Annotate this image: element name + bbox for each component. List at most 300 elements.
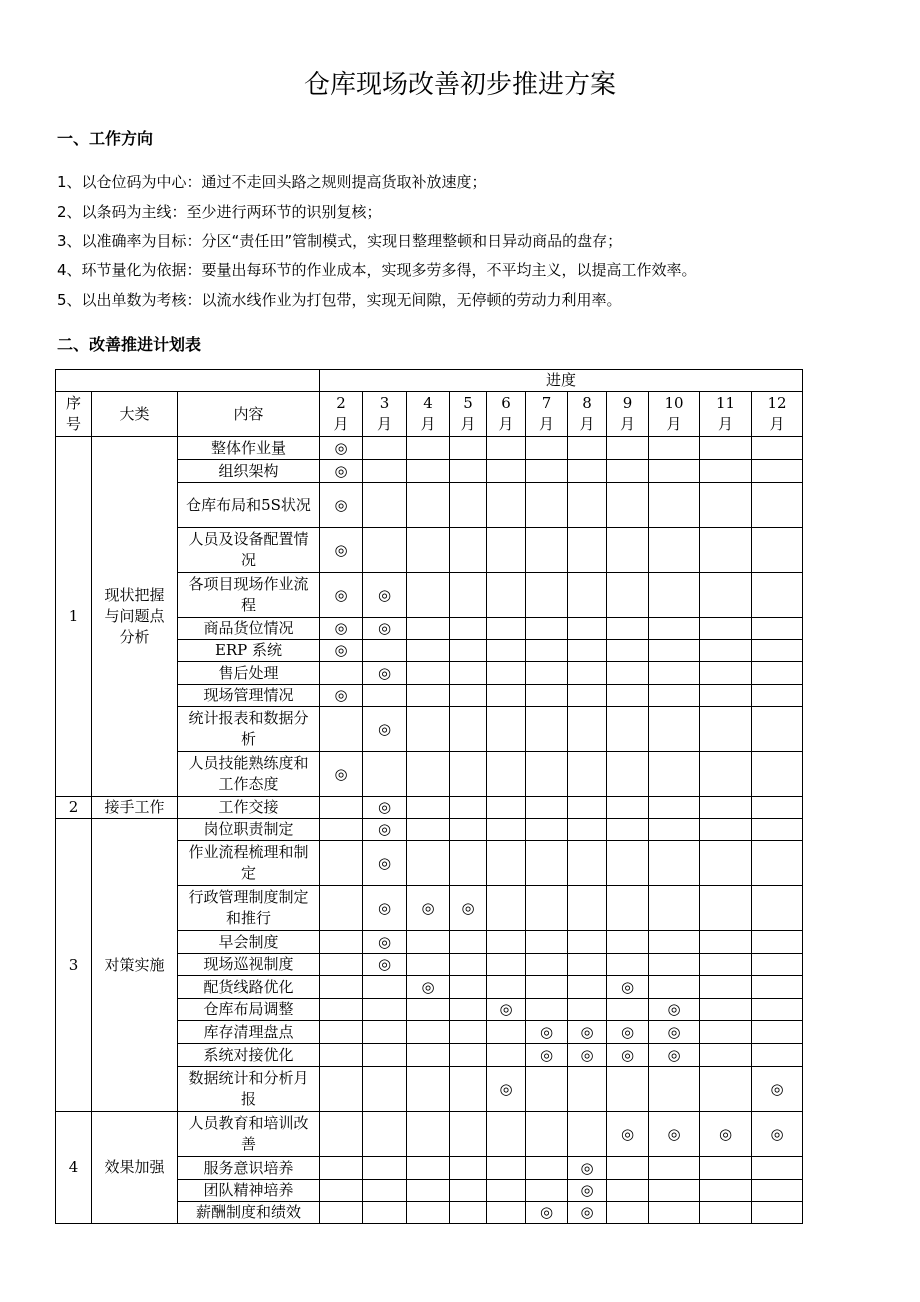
progress-cell xyxy=(649,976,700,999)
progress-cell xyxy=(568,1157,607,1180)
progress-cell xyxy=(407,618,450,640)
progress-mark: ◎ xyxy=(580,1022,594,1041)
progress-cell xyxy=(752,640,803,662)
progress-cell xyxy=(752,797,803,819)
progress-cell xyxy=(407,1202,450,1224)
progress-cell xyxy=(607,1157,649,1180)
progress-cell xyxy=(363,976,407,999)
section-heading-plan: 二、改善推进计划表 xyxy=(57,335,202,354)
progress-cell xyxy=(568,618,607,640)
progress-cell xyxy=(320,841,363,886)
progress-cell xyxy=(526,573,568,618)
progress-cell xyxy=(607,1202,649,1224)
progress-cell xyxy=(649,437,700,460)
content-cell: 仓库布局调整 xyxy=(178,999,320,1021)
progress-cell xyxy=(363,640,407,662)
progress-cell xyxy=(568,976,607,999)
progress-cell xyxy=(568,819,607,841)
progress-mark: ◎ xyxy=(667,1045,681,1064)
direction-item: 3、以准确率为目标：分区“责任田”管制模式，实现日整理整顿和日异动商品的盘存； xyxy=(57,232,623,250)
progress-cell xyxy=(700,819,752,841)
progress-cell xyxy=(487,841,526,886)
progress-cell xyxy=(320,573,363,618)
progress-cell xyxy=(649,1202,700,1224)
progress-mark: ◎ xyxy=(580,1045,594,1064)
progress-cell xyxy=(752,685,803,707)
progress-cell xyxy=(568,1202,607,1224)
progress-cell xyxy=(320,1202,363,1224)
progress-cell xyxy=(752,886,803,931)
progress-cell xyxy=(363,999,407,1021)
progress-mark: ◎ xyxy=(377,663,392,682)
month-header: 7月 xyxy=(526,392,568,437)
month-header: 2月 xyxy=(320,392,363,437)
content-cell: 服务意识培养 xyxy=(178,1157,320,1180)
progress-cell xyxy=(526,1112,568,1157)
progress-cell xyxy=(752,1202,803,1224)
progress-cell xyxy=(320,976,363,999)
progress-cell xyxy=(320,640,363,662)
progress-cell xyxy=(487,1067,526,1112)
progress-cell xyxy=(363,685,407,707)
progress-cell xyxy=(320,528,363,573)
progress-cell xyxy=(487,437,526,460)
progress-cell xyxy=(450,460,487,483)
col-category-header: 大类 xyxy=(92,392,178,437)
progress-cell xyxy=(487,1044,526,1067)
progress-mark: ◎ xyxy=(334,461,348,480)
progress-cell xyxy=(568,1021,607,1044)
progress-cell xyxy=(407,437,450,460)
progress-cell xyxy=(568,931,607,954)
progress-cell xyxy=(407,1180,450,1202)
progress-mark: ◎ xyxy=(539,1022,554,1041)
content-cell: 商品货位情况 xyxy=(178,618,320,640)
progress-cell xyxy=(320,999,363,1021)
content-cell: 人员教育和培训改善 xyxy=(178,1112,320,1157)
progress-cell xyxy=(526,931,568,954)
progress-cell xyxy=(649,483,700,528)
progress-mark: ◎ xyxy=(334,540,348,559)
progress-cell xyxy=(320,437,363,460)
progress-cell xyxy=(407,999,450,1021)
progress-cell xyxy=(320,1021,363,1044)
progress-cell xyxy=(526,437,568,460)
progress-cell xyxy=(700,1180,752,1202)
progress-mark: ◎ xyxy=(499,1079,513,1098)
progress-cell xyxy=(407,483,450,528)
progress-cell xyxy=(320,954,363,976)
progress-cell xyxy=(649,999,700,1021)
progress-cell xyxy=(649,460,700,483)
progress-cell xyxy=(407,707,450,752)
progress-cell xyxy=(607,528,649,573)
progress-cell xyxy=(607,752,649,797)
progress-cell xyxy=(649,886,700,931)
progress-cell xyxy=(568,437,607,460)
progress-cell xyxy=(526,640,568,662)
progress-cell xyxy=(450,752,487,797)
progress-cell xyxy=(649,707,700,752)
progress-cell xyxy=(700,483,752,528)
content-cell: 各项目现场作业流程 xyxy=(178,573,320,618)
progress-cell xyxy=(700,999,752,1021)
month-header: 10月 xyxy=(649,392,700,437)
progress-cell xyxy=(450,640,487,662)
progress-cell xyxy=(450,1180,487,1202)
progress-cell xyxy=(700,886,752,931)
progress-cell xyxy=(568,460,607,483)
progress-cell xyxy=(363,1021,407,1044)
progress-mark: ◎ xyxy=(377,585,392,604)
progress-cell xyxy=(752,819,803,841)
progress-cell xyxy=(363,1202,407,1224)
progress-cell xyxy=(752,1180,803,1202)
progress-mark: ◎ xyxy=(334,686,348,704)
month-header: 8月 xyxy=(568,392,607,437)
progress-cell xyxy=(700,1044,752,1067)
progress-cell xyxy=(607,1044,649,1067)
progress-mark: ◎ xyxy=(770,1079,784,1098)
progress-cell xyxy=(363,841,407,886)
seq-cell: 3 xyxy=(56,819,92,1112)
progress-cell xyxy=(450,931,487,954)
content-cell: 配货线路优化 xyxy=(178,976,320,999)
progress-cell xyxy=(607,819,649,841)
progress-cell xyxy=(407,662,450,685)
content-cell: 岗位职责制定 xyxy=(178,819,320,841)
progress-cell xyxy=(607,460,649,483)
progress-cell xyxy=(320,1044,363,1067)
progress-cell xyxy=(407,528,450,573)
section-heading-direction: 一、工作方向 xyxy=(57,129,154,148)
progress-cell xyxy=(752,707,803,752)
progress-cell xyxy=(526,976,568,999)
progress-mark: ◎ xyxy=(620,977,635,996)
progress-cell xyxy=(407,1067,450,1112)
progress-cell xyxy=(487,1021,526,1044)
progress-cell xyxy=(526,1202,568,1224)
progress-cell xyxy=(526,483,568,528)
progress-cell xyxy=(320,460,363,483)
progress-cell xyxy=(407,841,450,886)
progress-mark: ◎ xyxy=(667,1124,681,1143)
progress-cell xyxy=(487,999,526,1021)
progress-cell xyxy=(568,954,607,976)
progress-cell xyxy=(363,1112,407,1157)
month-header: 5月 xyxy=(450,392,487,437)
progress-mark: ◎ xyxy=(580,1158,594,1177)
progress-cell xyxy=(487,976,526,999)
progress-mark: ◎ xyxy=(580,1203,594,1221)
progress-mark: ◎ xyxy=(334,495,348,514)
table-row xyxy=(56,437,803,460)
month-header: 12月 xyxy=(752,392,803,437)
progress-cell xyxy=(649,1067,700,1112)
progress-cell xyxy=(568,797,607,819)
progress-cell xyxy=(450,618,487,640)
progress-cell xyxy=(568,1180,607,1202)
progress-cell xyxy=(363,819,407,841)
progress-cell xyxy=(649,618,700,640)
progress-cell xyxy=(407,1112,450,1157)
col-content-header: 内容 xyxy=(178,392,320,437)
category-cell: 现状把握与问题点分析 xyxy=(92,437,178,797)
progress-cell xyxy=(649,640,700,662)
progress-cell xyxy=(526,1067,568,1112)
progress-cell xyxy=(407,640,450,662)
progress-cell xyxy=(752,954,803,976)
progress-cell xyxy=(526,1044,568,1067)
progress-mark: ◎ xyxy=(718,1124,733,1143)
content-cell: 薪酬制度和绩效 xyxy=(178,1202,320,1224)
progress-cell xyxy=(407,797,450,819)
category-cell: 对策实施 xyxy=(92,819,178,1112)
progress-cell xyxy=(526,954,568,976)
progress-cell xyxy=(407,954,450,976)
progress-cell xyxy=(700,841,752,886)
progress-cell xyxy=(607,1112,649,1157)
progress-cell xyxy=(607,573,649,618)
progress-cell xyxy=(450,819,487,841)
progress-cell xyxy=(607,1180,649,1202)
progress-mark: ◎ xyxy=(377,619,392,637)
progress-cell xyxy=(487,931,526,954)
progress-cell xyxy=(320,707,363,752)
progress-cell xyxy=(700,460,752,483)
direction-item: 2、以条码为主线：至少进行两环节的识别复核； xyxy=(57,203,382,221)
content-cell: ERP 系统 xyxy=(178,640,320,662)
progress-mark: ◎ xyxy=(377,719,392,738)
progress-cell xyxy=(700,1067,752,1112)
progress-cell xyxy=(487,707,526,752)
progress-cell xyxy=(649,819,700,841)
progress-cell xyxy=(700,662,752,685)
progress-cell xyxy=(450,437,487,460)
progress-cell xyxy=(649,1021,700,1044)
content-cell: 仓库布局和5S状况 xyxy=(178,483,320,528)
progress-mark: ◎ xyxy=(499,1000,513,1018)
progress-cell xyxy=(568,999,607,1021)
progress-cell xyxy=(363,437,407,460)
progress-mark: ◎ xyxy=(620,1124,635,1143)
seq-cell: 4 xyxy=(56,1112,92,1224)
progress-cell xyxy=(450,685,487,707)
progress-cell xyxy=(568,573,607,618)
direction-item: 5、以出单数为考核：以流水线作业为打包带，实现无间隙，无停顿的劳动力利用率。 xyxy=(57,291,622,309)
progress-cell xyxy=(526,999,568,1021)
progress-cell xyxy=(607,483,649,528)
progress-cell xyxy=(450,1157,487,1180)
progress-cell xyxy=(487,886,526,931)
progress-cell xyxy=(752,1021,803,1044)
progress-cell xyxy=(407,886,450,931)
content-cell: 统计报表和数据分析 xyxy=(178,707,320,752)
progress-cell xyxy=(320,1180,363,1202)
progress-cell xyxy=(450,1021,487,1044)
col-seq-header: 序号 xyxy=(56,392,92,437)
progress-cell xyxy=(700,640,752,662)
progress-cell xyxy=(363,1180,407,1202)
seq-cell: 1 xyxy=(56,437,92,797)
content-cell: 组织架构 xyxy=(178,460,320,483)
progress-cell xyxy=(700,528,752,573)
progress-cell xyxy=(407,752,450,797)
progress-cell xyxy=(526,819,568,841)
progress-cell xyxy=(407,460,450,483)
category-cell: 接手工作 xyxy=(92,797,178,819)
progress-cell xyxy=(450,1112,487,1157)
progress-cell xyxy=(752,1112,803,1157)
progress-cell xyxy=(450,1044,487,1067)
progress-cell xyxy=(487,483,526,528)
progress-cell xyxy=(363,573,407,618)
progress-cell xyxy=(450,573,487,618)
progress-cell xyxy=(568,1112,607,1157)
progress-cell xyxy=(568,685,607,707)
direction-item: 1、以仓位码为中心：通过不走回头路之规则提高货取补放速度； xyxy=(57,173,487,191)
direction-item: 4、环节量化为依据：要量出每环节的作业成本，实现多劳多得，不平均主义，以提高工作效率。 xyxy=(57,261,697,279)
progress-cell xyxy=(407,1044,450,1067)
progress-cell xyxy=(568,483,607,528)
month-header: 4月 xyxy=(407,392,450,437)
seq-cell: 2 xyxy=(56,797,92,819)
progress-cell xyxy=(649,1180,700,1202)
progress-cell xyxy=(700,976,752,999)
progress-cell xyxy=(607,797,649,819)
content-cell: 现场巡视制度 xyxy=(178,954,320,976)
progress-cell xyxy=(568,528,607,573)
progress-cell xyxy=(450,886,487,931)
progress-cell xyxy=(700,1021,752,1044)
progress-cell xyxy=(450,483,487,528)
progress-mark: ◎ xyxy=(539,1045,554,1064)
progress-cell xyxy=(363,662,407,685)
progress-mark: ◎ xyxy=(334,438,348,457)
progress-cell xyxy=(526,1180,568,1202)
content-cell: 人员及设备配置情况 xyxy=(178,528,320,573)
progress-cell xyxy=(649,841,700,886)
progress-cell xyxy=(700,1202,752,1224)
progress-cell xyxy=(752,528,803,573)
progress-cell xyxy=(607,1021,649,1044)
progress-cell xyxy=(649,573,700,618)
progress-cell xyxy=(320,752,363,797)
progress-cell xyxy=(363,1157,407,1180)
progress-cell xyxy=(607,976,649,999)
progress-mark: ◎ xyxy=(620,1022,635,1041)
progress-cell xyxy=(700,954,752,976)
progress-cell xyxy=(407,976,450,999)
progress-mark: ◎ xyxy=(461,898,475,917)
progress-cell xyxy=(526,528,568,573)
progress-cell xyxy=(526,460,568,483)
progress-cell xyxy=(363,1067,407,1112)
content-cell: 作业流程梳理和制定 xyxy=(178,841,320,886)
content-cell: 行政管理制度制定和推行 xyxy=(178,886,320,931)
progress-cell xyxy=(649,685,700,707)
progress-cell xyxy=(752,1044,803,1067)
progress-mark: ◎ xyxy=(334,619,348,637)
progress-cell xyxy=(568,752,607,797)
content-cell: 数据统计和分析月报 xyxy=(178,1067,320,1112)
progress-cell xyxy=(526,662,568,685)
category-cell: 效果加强 xyxy=(92,1112,178,1224)
progress-cell xyxy=(752,976,803,999)
progress-cell xyxy=(752,662,803,685)
month-header: 6月 xyxy=(487,392,526,437)
progress-cell xyxy=(526,886,568,931)
progress-cell xyxy=(320,685,363,707)
progress-cell xyxy=(568,707,607,752)
progress-header: 进度 xyxy=(320,370,803,392)
progress-cell xyxy=(752,460,803,483)
content-cell: 现场管理情况 xyxy=(178,685,320,707)
progress-cell xyxy=(700,931,752,954)
progress-cell xyxy=(320,1112,363,1157)
progress-cell xyxy=(700,573,752,618)
progress-cell xyxy=(320,819,363,841)
progress-cell xyxy=(700,1112,752,1157)
progress-cell xyxy=(607,707,649,752)
progress-cell xyxy=(450,954,487,976)
progress-cell xyxy=(752,752,803,797)
progress-cell xyxy=(363,931,407,954)
progress-cell xyxy=(649,662,700,685)
progress-cell xyxy=(487,1112,526,1157)
progress-cell xyxy=(568,662,607,685)
progress-cell xyxy=(320,931,363,954)
progress-cell xyxy=(450,797,487,819)
plan-table xyxy=(55,369,803,1224)
progress-cell xyxy=(752,1067,803,1112)
progress-cell xyxy=(649,1157,700,1180)
progress-cell xyxy=(320,797,363,819)
progress-cell xyxy=(526,685,568,707)
progress-cell xyxy=(450,528,487,573)
page-title: 仓库现场改善初步推进方案 xyxy=(303,70,616,100)
progress-cell xyxy=(649,954,700,976)
progress-cell xyxy=(568,1044,607,1067)
progress-cell xyxy=(320,483,363,528)
progress-cell xyxy=(752,483,803,528)
progress-cell xyxy=(450,976,487,999)
content-cell: 早会制度 xyxy=(178,931,320,954)
progress-cell xyxy=(526,1021,568,1044)
progress-cell xyxy=(450,1067,487,1112)
table-row xyxy=(56,1112,803,1157)
progress-mark: ◎ xyxy=(377,820,392,838)
progress-cell xyxy=(320,1157,363,1180)
progress-cell xyxy=(700,752,752,797)
progress-cell xyxy=(363,528,407,573)
content-cell: 售后处理 xyxy=(178,662,320,685)
progress-cell xyxy=(649,1112,700,1157)
progress-cell xyxy=(607,886,649,931)
table-row xyxy=(56,797,803,819)
progress-cell xyxy=(607,841,649,886)
header-blank xyxy=(56,370,320,392)
progress-cell xyxy=(752,931,803,954)
progress-mark: ◎ xyxy=(539,1203,554,1221)
progress-cell xyxy=(607,618,649,640)
progress-cell xyxy=(487,640,526,662)
progress-mark: ◎ xyxy=(770,1124,784,1143)
progress-cell xyxy=(526,797,568,819)
progress-cell xyxy=(700,707,752,752)
progress-mark: ◎ xyxy=(421,977,435,996)
progress-cell xyxy=(450,662,487,685)
